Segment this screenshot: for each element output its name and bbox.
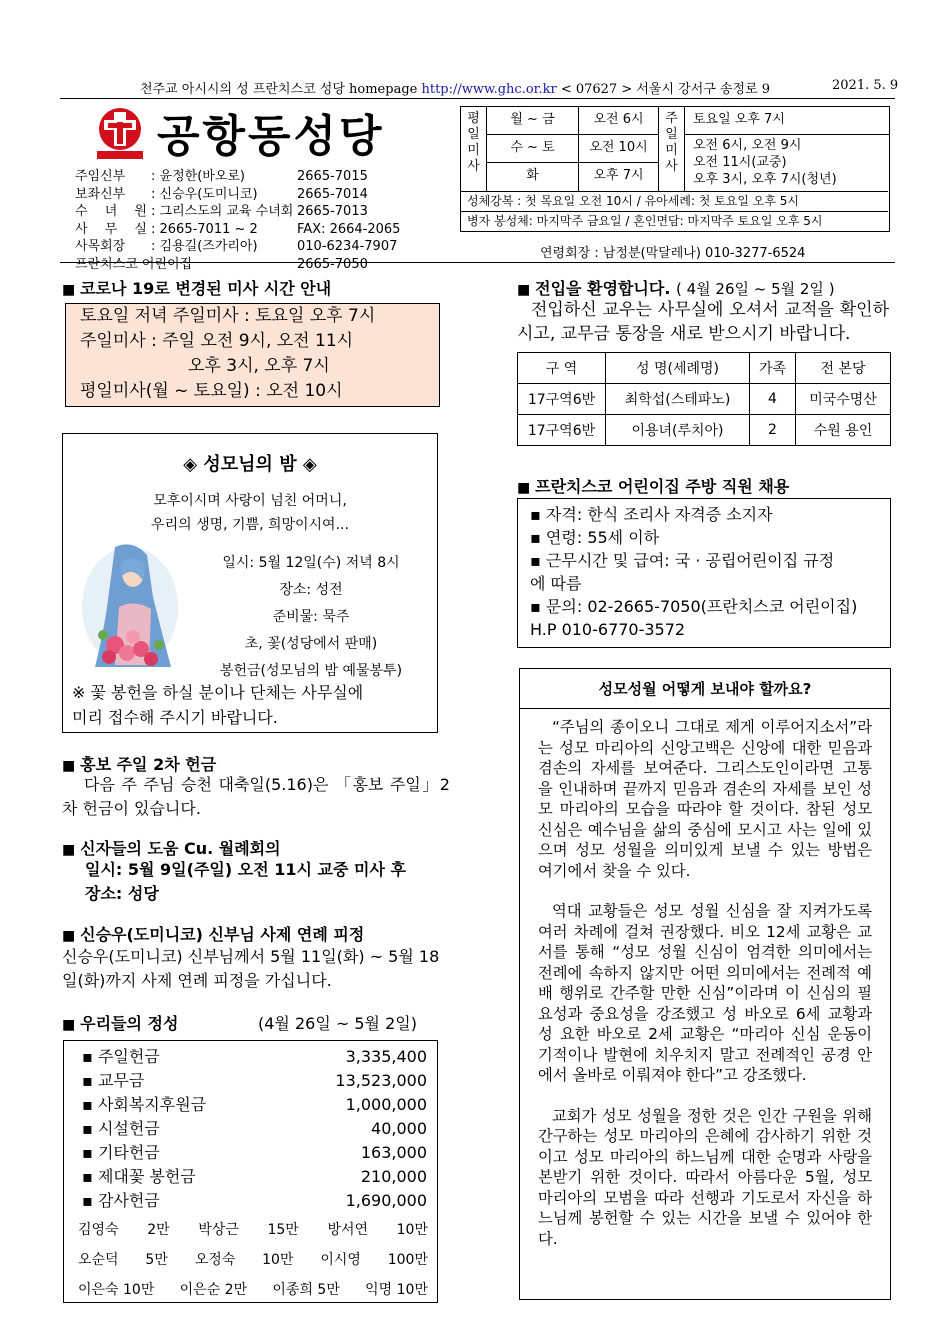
header-address: < 07627 > 서울시 강서구 송정로 9 (560, 82, 771, 97)
list-item: ▪ 감사헌금 1,690,000 (82, 1189, 427, 1213)
mary-night-box (62, 433, 438, 733)
may-month-title: 성모성월 어떻게 보내야 할까요? (520, 669, 890, 709)
weekday-time: 오전 6시 (579, 107, 659, 135)
parish-logo (95, 106, 145, 160)
transfer-period: ( 4월 26일 ~ 5월 2일 ) (675, 280, 835, 298)
weekday-mass-label: 평 일 미 사 (461, 107, 487, 191)
header-divider (60, 98, 895, 99)
sunday-mass-label: 주 일 미 사 (659, 107, 685, 191)
weekday-days: 화 (487, 163, 579, 191)
funeral-chair: 연령회장 : 남정분(막달레나) 010-3277-6524 (540, 246, 806, 261)
virgin-mary-image (75, 537, 185, 672)
staff-row: 수 녀 원 : 그리스도의 교육 수녀회 2665-7013 (75, 204, 368, 219)
mass-schedule (460, 106, 890, 232)
list-item: ▪ 제대꽃 봉헌금 210,000 (82, 1165, 427, 1189)
homepage-link[interactable]: http://www.ghc.or.kr (421, 82, 557, 97)
staff-row: 보좌신부 : 신승우(도미니코) 2665-7014 (75, 186, 368, 202)
recruit-box: ▪ 자격: 한식 조리사 자격증 소지자 ▪ 연령: 55세 이하 ▪ 근무시간 및 급여: 국 · 공립어린이집 규정 에 따름 ▪ 문의: 02-2665-7050(프란치스코 어린이집) H.P 010-6770-3572 (517, 498, 891, 648)
table-row: 17구역6반 최학섭(스테파노) 4 미국수명산 (518, 384, 891, 415)
retreat-text: 신승우(도미니코) 신부님께서 5월 11일(화) ~ 5월 18일(화)까지 사제 연례 피정을 가십니다. (62, 947, 440, 990)
staff-row: 사목회장 : 김용길(즈가리아) 010-6234-7907 (75, 239, 398, 254)
recruit-heading: ■ 프란치스코 어린이집 주방 직원 채용 (517, 474, 789, 497)
transfer-table (517, 352, 891, 446)
donor-row: 이은숙 10만 이은순 2만 이종희 5만 익명 10만 (78, 1282, 428, 1298)
mary-night-title: ◈ 성모님의 밤 ◈ (183, 454, 317, 475)
offering-heading: ■ 우리들의 정성 (62, 1011, 178, 1034)
offering-list (82, 1045, 427, 1213)
donor-row: 김영숙 2만 박상근 15만 방서연 10만 (78, 1222, 428, 1238)
promo-text: 다음 주 주님 승천 대축일(5.16)은 「홍보 주일」2차 헌금이 있습니다. (62, 775, 450, 818)
list-item: ▪ 교무금 13,523,000 (82, 1069, 427, 1093)
header-parish: 천주교 아시시의 성 프란치스코 성당 homepage (140, 82, 418, 97)
header-divider (60, 262, 895, 263)
cu-details: 일시: 5월 9일(주일) 오전 11시 교중 미사 후 장소: 성당 (85, 860, 406, 903)
donor-row: 오순덕 5만 오정숙 10만 이시영 100만 (78, 1252, 428, 1268)
header-line (140, 78, 770, 97)
promo-heading: ■ 홍보 주일 2차 헌금 (62, 752, 216, 775)
bulletin-title: 공항동성당 (157, 111, 385, 162)
transfer-text: 전입하신 교우는 사무실에 오셔서 교적을 확인하시고, 교무금 통장을 새로 받으시기 바랍니다. (517, 300, 889, 344)
staff-row: 주임신부 : 윤정한(바오로) 2665-7015 (75, 169, 368, 184)
corona-heading: ■ 코로나 19로 변경된 미사 시간 안내 (62, 276, 331, 299)
staff-row: 프란치스코 어린이집 2665-7050 (75, 256, 368, 272)
staff-row: 사 무 실 : 2665-7011 ~ 2 FAX: 2664-2065 (75, 221, 401, 237)
transfer-heading: ■ 전입을 환영합니다. ( 4월 26일 ~ 5월 2일 ) (517, 276, 835, 299)
mary-night-details: 일시: 5월 12일(수) 저녁 8시 장소: 성전 준비물: 묵주 초, 꽃(성당에서 판매) 봉헌금(성모님의 밤 예물봉투) (219, 555, 403, 679)
staff-list (75, 168, 417, 273)
list-item: ▪ 사회복지후원금 1,000,000 (82, 1093, 427, 1117)
mary-night-subtitle: 모후이시며 사랑이 넘친 어머니, 우리의 생명, 기쁨, 희망이시여... (151, 493, 349, 533)
corona-mass-box: 토요일 저녁 주일미사 : 토요일 오후 7시 주일미사 : 주일 오전 9시, 오전 11시 오후 3시, 오후 7시 평일미사(월 ~ 토요일) : 오전 10시 (65, 303, 440, 407)
list-item: ▪ 시설헌금 40,000 (82, 1117, 427, 1141)
sunday-time: 토요일 오후 7시 (685, 107, 889, 135)
mass-notes: 성체강복 : 첫 목요일 오전 10시 / 유아세례: 첫 토요일 오후 5시 병자 봉성체: 마지막주 금요일 / 혼인면담: 마지막주 토요일 오후 5시 (461, 191, 888, 231)
table-row: 17구역6반 이용녀(루치아) 2 수원 용인 (518, 415, 891, 446)
may-month-text: “주님의 종이오니 그대로 제게 이루어지소서”라는 성모 마리아의 신앙고백은 신앙에 대한 믿음과 겸손의 자세를 보여준다. 그리스도인이라면 고통을 인내하며 끝까지 믿음과 겸손의 자세를 보인 성모 마리아의 모습을 따라야 할 것이다. 참된 성모 신심은 예수님을 삶의 중심에 모시고 사는 일에 있으며 성모 성월을 의미있게 보낼 수 있는 방법은 여기에서 찾을 수 있다. 역대 교황들은 성모 성월 신심을 잘 지켜가도록 여러 차례에 걸쳐 권장했다. 비오 12세 교황은 교서를 통해 “성모 성월 신심이 엄격한 의미에서는 전례에 속하지 않지만 어떤 의미에서는 전례적 예배 행위로 간주할 만한 신심”이라며 이 신심의 필요성과 중요성을 강조했고 성 바오로 6세 교황과 성 요한 바오로 2세 교황은 “마리아 신심 운동이 기적이나 발현에 치우치지 말고 전례적인 공경 안에서 올바로 이뤄져야 한다”고 강조했다. 교회가 성모 성월을 정한 것은 인간 구원을 위해 간구하는 성모 마리아의 은혜에 감사하기 위한 것이고 성모 마리아의 하느님께 대한 순명과 사랑을 본받기 위한 것이다. 따라서 아름다운 5월, 성모 마리아의 모범을 따라 선행과 기도로서 자신을 하느님께 봉헌할 수 있는 시간을 보낼 수 있어야 한다. (538, 718, 872, 1248)
retreat-heading: ■ 신승우(도미니코) 신부님 사제 연례 피정 (62, 922, 364, 945)
weekday-days: 월 ~ 금 (487, 107, 579, 135)
weekday-time: 오후 7시 (579, 163, 659, 191)
list-item: ▪ 기타헌금 163,000 (82, 1141, 427, 1165)
weekday-time: 오전 10시 (579, 135, 659, 163)
may-month-box (519, 668, 891, 1300)
cu-heading: ■ 신자들의 도움 Cu. 월례회의 (62, 836, 281, 859)
mary-night-note: ※ 꽃 봉헌을 하실 분이나 단체는 사무실에 미리 접수해 주시기 바랍니다. (72, 683, 364, 727)
donor-list (78, 1215, 428, 1305)
offering-box (63, 1040, 438, 1303)
sunday-times: 오전 6시, 오전 9시 오전 11시(교중) 오후 3시, 오후 7시(청년) (693, 138, 837, 187)
list-item: ▪ 주일헌금 3,335,400 (82, 1045, 427, 1069)
issue-date: 2021. 5. 9 (832, 78, 899, 93)
weekday-days: 수 ~ 토 (487, 135, 579, 163)
table-header: 구 역 성 명(세례명) 가족 전 본당 (518, 353, 891, 384)
offering-period: (4월 26일 ~ 5월 2일) (258, 1014, 417, 1033)
